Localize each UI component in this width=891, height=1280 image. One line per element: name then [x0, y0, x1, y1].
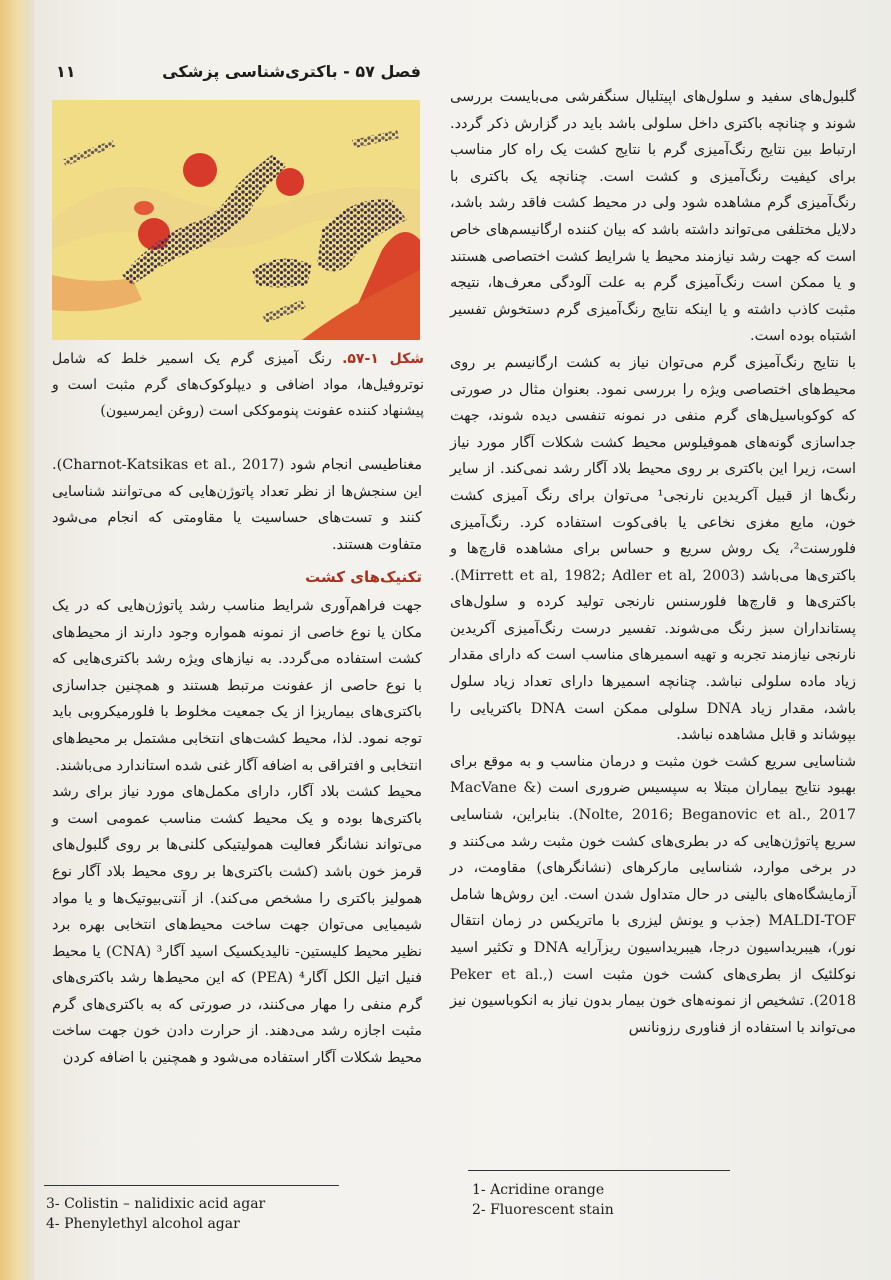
- gram-stain-photo: [52, 100, 420, 340]
- footnote: 4- Phenylethyl alcohol agar: [46, 1216, 240, 1232]
- running-header: [56, 62, 421, 81]
- footnote: 3- Colistin – nalidixic acid agar: [46, 1196, 266, 1212]
- footnotes-right: [472, 1180, 614, 1220]
- right-text-column: [450, 84, 856, 1041]
- paragraph: محیط کشت بلاد آگار، دارای مکمل‌های مورد نیاز برای رشد باکتری‌ها بوده و یک محیط کشت مناسب عمومی است و می‌تواند نشانگر فعالیت همولیتیکی کلنی‌ها بر روی گلبول‌های قرمز خون باشد (کشت باکتری‌ها بر روی محیط بلاد آگار نوع همولیز باکتری را مشخص می‌کند). از آنتی‌بیوتیک‌ها و یا مواد شیمیایی می‌توان جهت ساخت محیط‌های انتخابی بهره برد نظیر محیط کلیستین- نالیدیکسیک اسید آگار³ (CNA) یا محیط فنیل اتیل الکل آگار⁴ (PEA) که این محیط‌ها رشد باکتری‌های گرم منفی را مهار می‌کنند، در صورتی که به باکتری‌های گرم مثبت اجازه رشد می‌دهند. از حرارت دادن خون جهت ساخت محیط شکلات آگار استفاده می‌شود و همچنین با اضافه کردن: [52, 784, 422, 1067]
- paragraph: مغناطیسی انجام شود (Charnot-Katsikas et al., 2017). این سنجش‌ها از نظر تعداد پاتوژن‌هایی که می‌توانند شناسایی کنند و تست‌های حساسیت یا مقاومتی که انجام می‌شود متفاوت هستند.: [52, 457, 422, 553]
- figure-caption: [52, 346, 424, 424]
- figure-caption-text: رنگ آمیزی گرم یک اسمیر خلط که شامل نوتروفیل‌ها، مواد اضافی و دیپلوکوک‌های گرم مثبت است و پیشنهاد کننده عفونت پنوموککی است (روغن ایمرسیون): [52, 351, 424, 419]
- figure-label: شکل ۱-۵۷.: [342, 351, 424, 367]
- footnotes-left: [46, 1194, 265, 1234]
- footnote: 1- Acridine orange: [472, 1182, 605, 1198]
- paragraph: جهت فراهم‌آوری شرایط مناسب رشد پاتوژن‌هایی که در یک مکان یا نوع خاصی از نمونه همواره وجود دارند از محیط‌های کشت استفاده می‌گردد. به نیازهای ویژه رشد باکتری‌هایی که با نوع حاصی از عفونت مرتبط هستند و همچنین جداسازی باکتری‌های بیماریزا از یک جمعیت مخلوط با فلورمیکروبی باید توجه نمود. لذا، محیط کشت‌های انتخابی مشتمل بر محیط‌های انتخابی و افتراقی به اضافه آگار غنی شده استاندارد می‌باشند.: [52, 597, 422, 774]
- chapter-title: فصل ۵۷ - باکتری‌شناسی پزشکی: [162, 62, 421, 81]
- page-number: ۱۱: [56, 62, 76, 81]
- section-heading: تکنیک‌های کشت: [305, 568, 422, 587]
- footnote-divider-left: [44, 1185, 339, 1186]
- page-edge-decoration: [0, 0, 34, 1280]
- left-text-column: [52, 452, 422, 1072]
- gram-stain-image: [52, 100, 420, 340]
- paragraph: با نتایج رنگ‌آمیزی گرم می‌توان نیاز به کشت ارگانیسم بر روی محیط‌های اختصاصی ویژه را بررسی نمود. بعنوان مثال در صورتی که کوکوباسیل‌های گرم منفی در نمونه تنفسی دیده شوند، جهت جداسازی گونه‌های هموفیلوس محیط کشت شکلات آگار مورد نیاز است، زیرا این باکتری بر روی محیط بلاد آگار رشد نمی‌کند. از سایر رنگ‌ها از قبیل آکریدین نارنجی¹ می‌توان برای رنگ آمیزی کشت خون، مایع مغزی نخاعی یا بافی‌کوت استفاده کرد. رنگ‌آمیزی فلورسنت²، یک روش سریع و حساس برای مشاهده قارچ‌ها و باکتری‌ها می‌باشد (Mirrett et al, 1982; Adler et al, 2003). باکتری‌ها و قارچ‌ها فلورسنس نارنجی تولید کرده و سلول‌های پستانداران سبز رنگ می‌شوند. تفسیر درست رنگ‌آمیزی آکریدین نارنجی نیازمند تجربه و تهیه اسمیرهای مناسب است که دارای مقدار زیاد ماده سلولی نباشد. چنانچه اسمیرها دارای تعداد زیاد سلول باشد، مقدار زیاد DNA سلولی ممکن است DNA باکتریایی را بپوشاند و قابل مشاهده نباشد.: [450, 354, 856, 744]
- paragraph: گلبول‌های سفید و سلول‌های اپیتلیال سنگفرشی می‌بایست بررسی شوند و چنانچه باکتری داخل سلولی باشد باید در گزارش ذکر گردد. ارتباط بین نتایج رنگ‌آمیزی گرم با نتایج کشت یک راه کار مناسب برای کیفیت رنگ‌آمیزی و کشت است. چنانچه یک باکتری با رنگ‌آمیزی گرم مشاهده شود ولی در محیط کشت فاقد رشد باشد، دلایل مختلفی می‌تواند داشته باشد که بیان کننده ارگانیسم‌های خاص است که جهت رشد نیازمند محیط یا شرایط کشت اختصاصی هستند و یا ممکن است رنگ‌آمیزی گرم به علت آلودگی معرف‌ها، نتیجه مثبت کاذب داشته و یا اینکه نتایج رنگ‌آمیزی گرم دستخوش تفسیر اشتباه بوده است.: [450, 89, 856, 345]
- paragraph: شناسایی سریع کشت خون مثبت و درمان مناسب و به موقع برای بهبود نتایج بیماران مبتلا به سپسیس ضروری است (MacVane & Nolte, 2016; Beganovic et al., 2017). بنابراین، شناسایی سریع پاتوژن‌هایی که در بطری‌های کشت خون مثبت رشد می‌کنند و در برخی موارد، شناسایی مارکرهای (نشانگرهای) مقاومت، در آزمایشگاه‌های بالینی در حال متداول شدن است. این روش‌ها شامل MALDI-TOF (جذب و یونش لیزری با ماتریکس در زمان انتقال نور)، هیبریداسیون درجا، هیبریداسیون ریزآرایه DNA و تکثیر اسید نوکلئیک از بطری‌های کشت خون مثبت است (Peker et al., 2018). تشخیص از نمونه‌های خون بیمار بدون نیاز به انکوباسیون نیز می‌تواند با استفاده از فناوری رزونانس: [450, 753, 857, 1036]
- footnote-divider-right: [468, 1170, 730, 1171]
- footnote: 2- Fluorescent stain: [472, 1202, 614, 1218]
